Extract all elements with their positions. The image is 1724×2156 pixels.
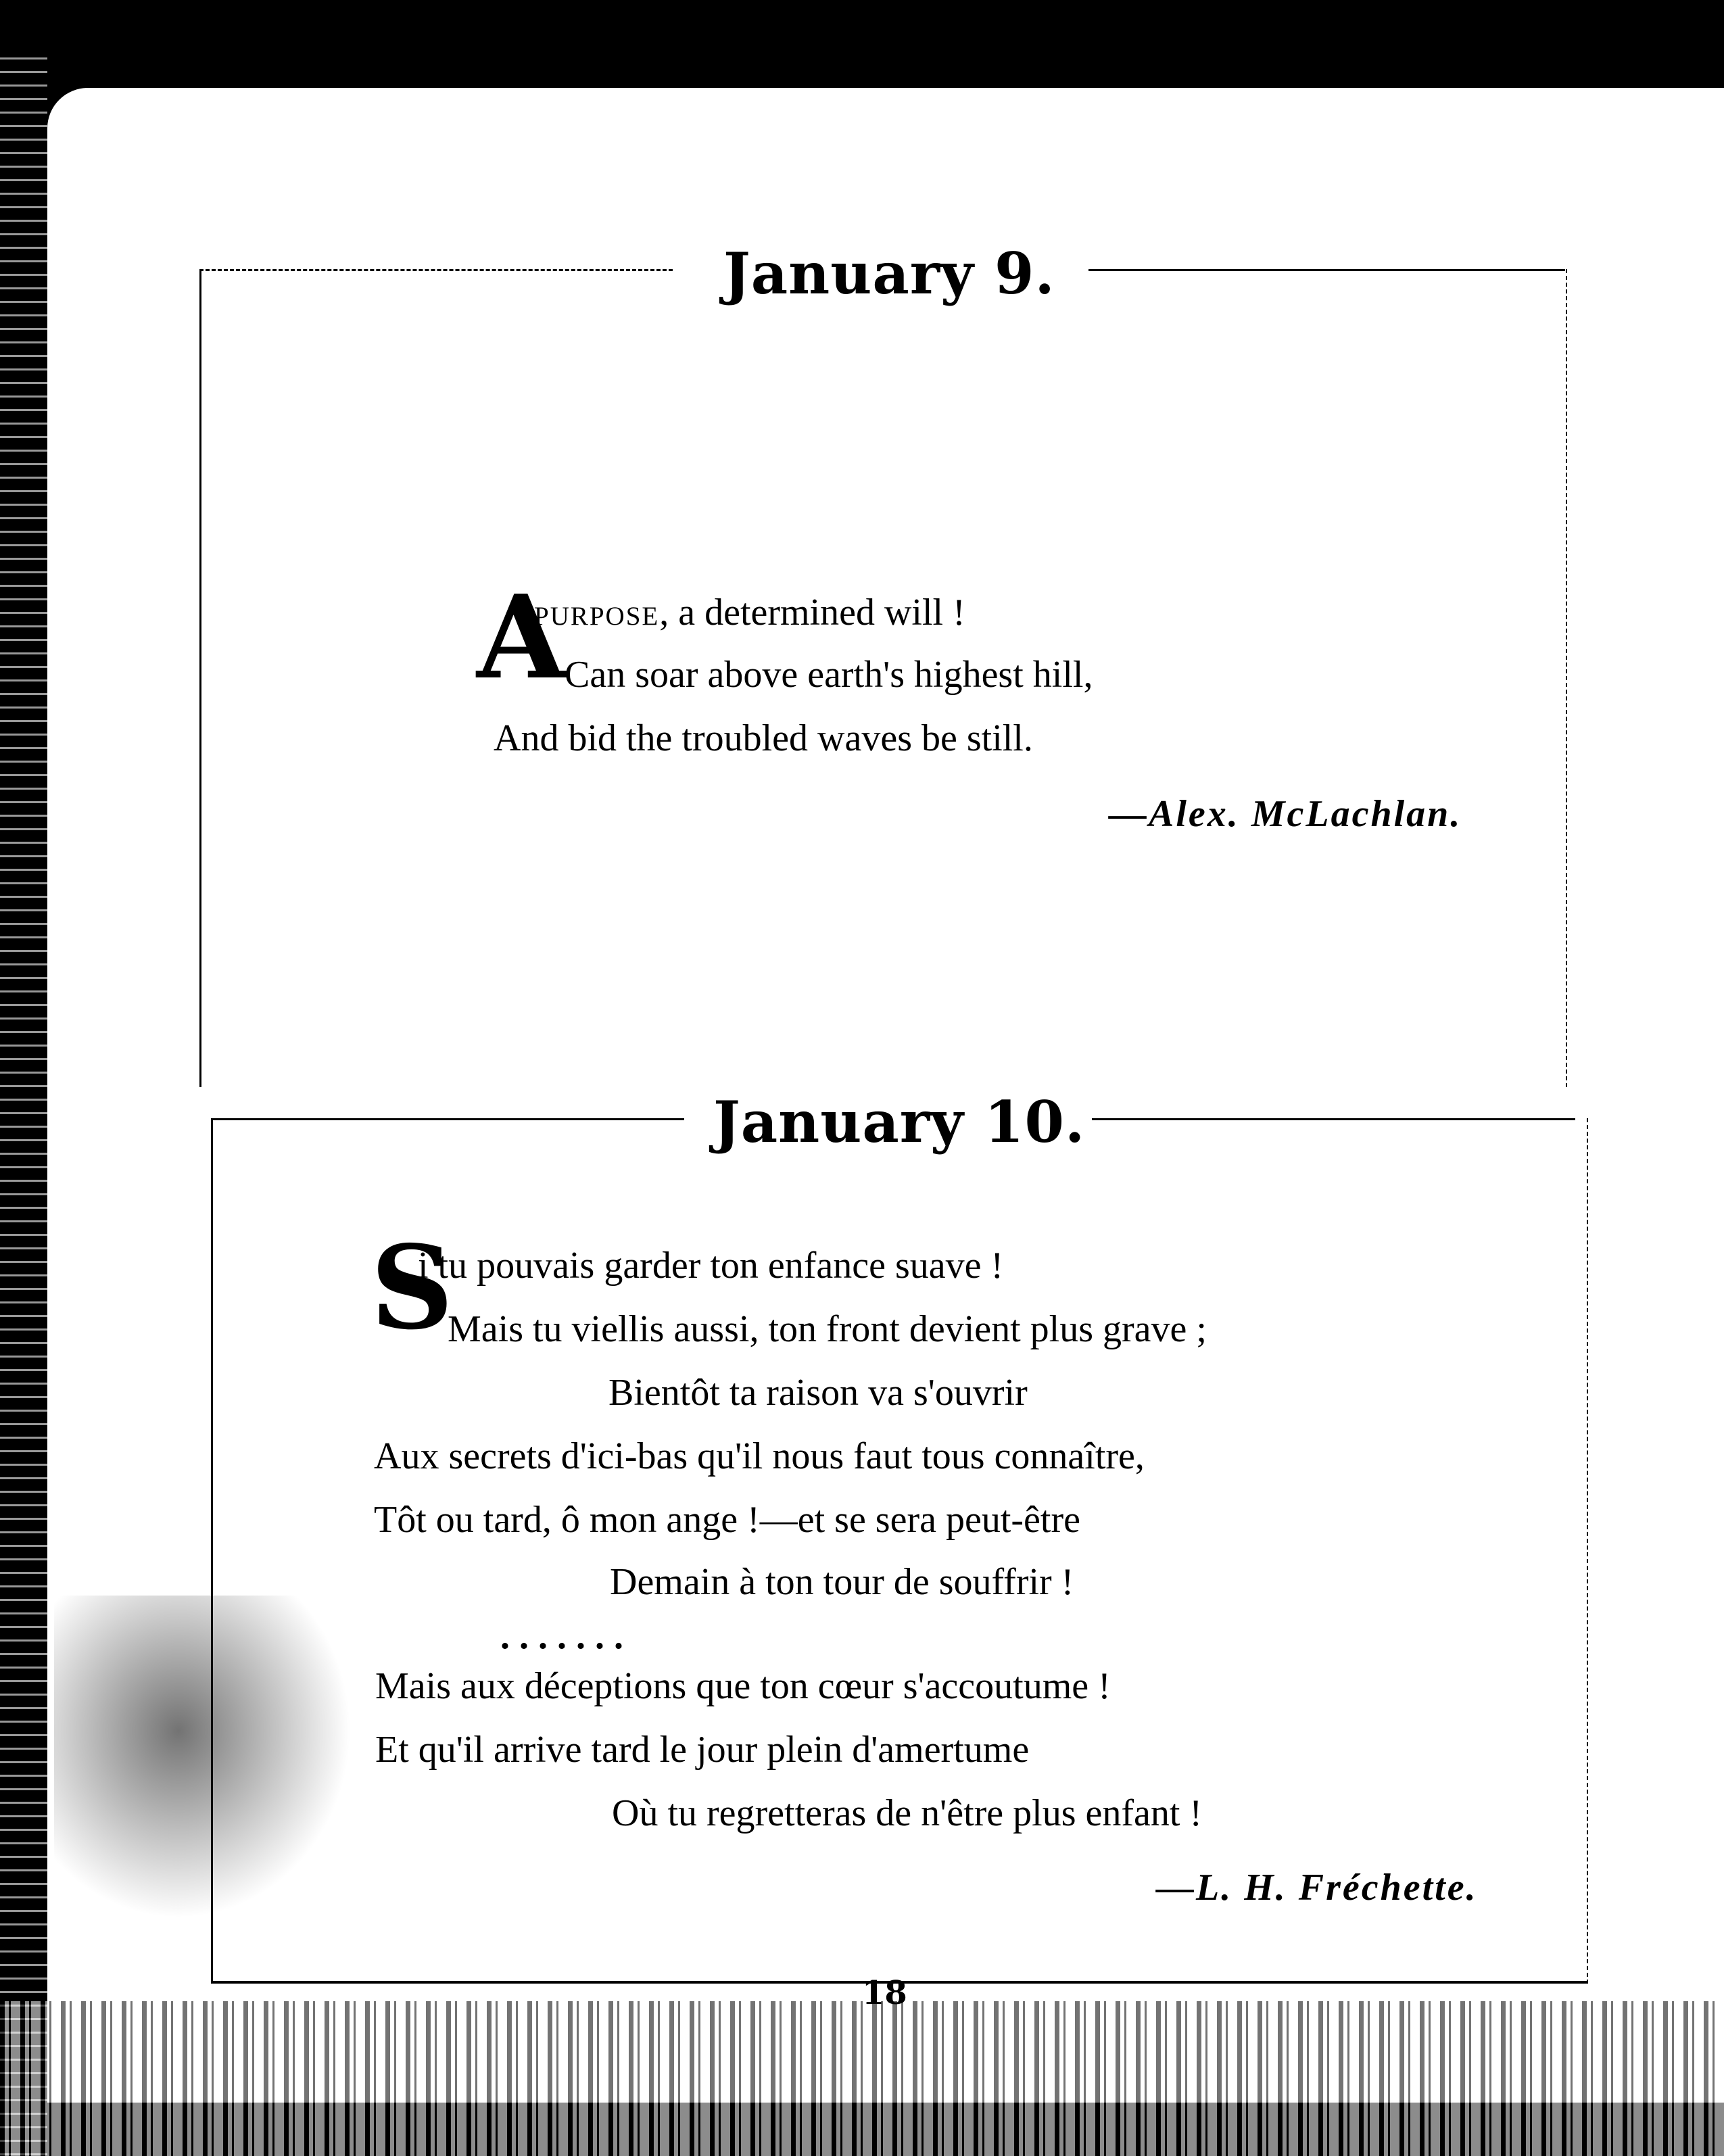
poem-line: purpose, a determined will ! xyxy=(534,592,965,633)
drop-cap: S xyxy=(370,1220,454,1356)
page-edge-left xyxy=(0,54,47,2156)
heading-rule-left xyxy=(199,269,673,271)
drop-cap: A xyxy=(477,570,566,705)
poem-line: Où tu regretteras de n'être plus enfant ! xyxy=(612,1792,1203,1834)
attribution: —Alex. McLachlan. xyxy=(1109,793,1462,835)
ellipsis-dots: . . . . . . . xyxy=(500,1615,623,1657)
poem-line: Tôt ou tard, ô mon ange !—et se sera peut-être xyxy=(374,1499,1080,1541)
entry-heading: January 9. xyxy=(723,240,1055,307)
heading-rule-right xyxy=(1088,269,1565,271)
poem-line: Mais aux déceptions que ton cœur s'accoutume ! xyxy=(375,1665,1111,1707)
poem-line: Demain à ton tour de souffrir ! xyxy=(610,1561,1074,1603)
page-edge-bottom xyxy=(0,2001,1724,2156)
poem-line: Can soar above earth's highest hill, xyxy=(565,654,1093,696)
poem-line: Mais tu viellis aussi, ton front devient plus grave ; xyxy=(448,1308,1207,1350)
entry-heading: January 10. xyxy=(713,1088,1086,1155)
poem-line: Bientôt ta raison va s'ouvrir xyxy=(608,1372,1028,1414)
heading-rule-left xyxy=(211,1118,684,1120)
poem-line: Et qu'il arrive tard le jour plein d'amertume xyxy=(375,1729,1030,1771)
poem-line: And bid the troubled waves be still. xyxy=(494,717,1033,759)
heading-rule-right xyxy=(1092,1118,1575,1120)
poem-line: i tu pouvais garder ton enfance suave ! xyxy=(418,1245,1004,1287)
attribution: —L. H. Fréchette. xyxy=(1156,1867,1478,1909)
page-number: 18 xyxy=(862,1974,907,2012)
poem-line: Aux secrets d'ici-bas qu'il nous faut tous connaître, xyxy=(374,1435,1145,1477)
